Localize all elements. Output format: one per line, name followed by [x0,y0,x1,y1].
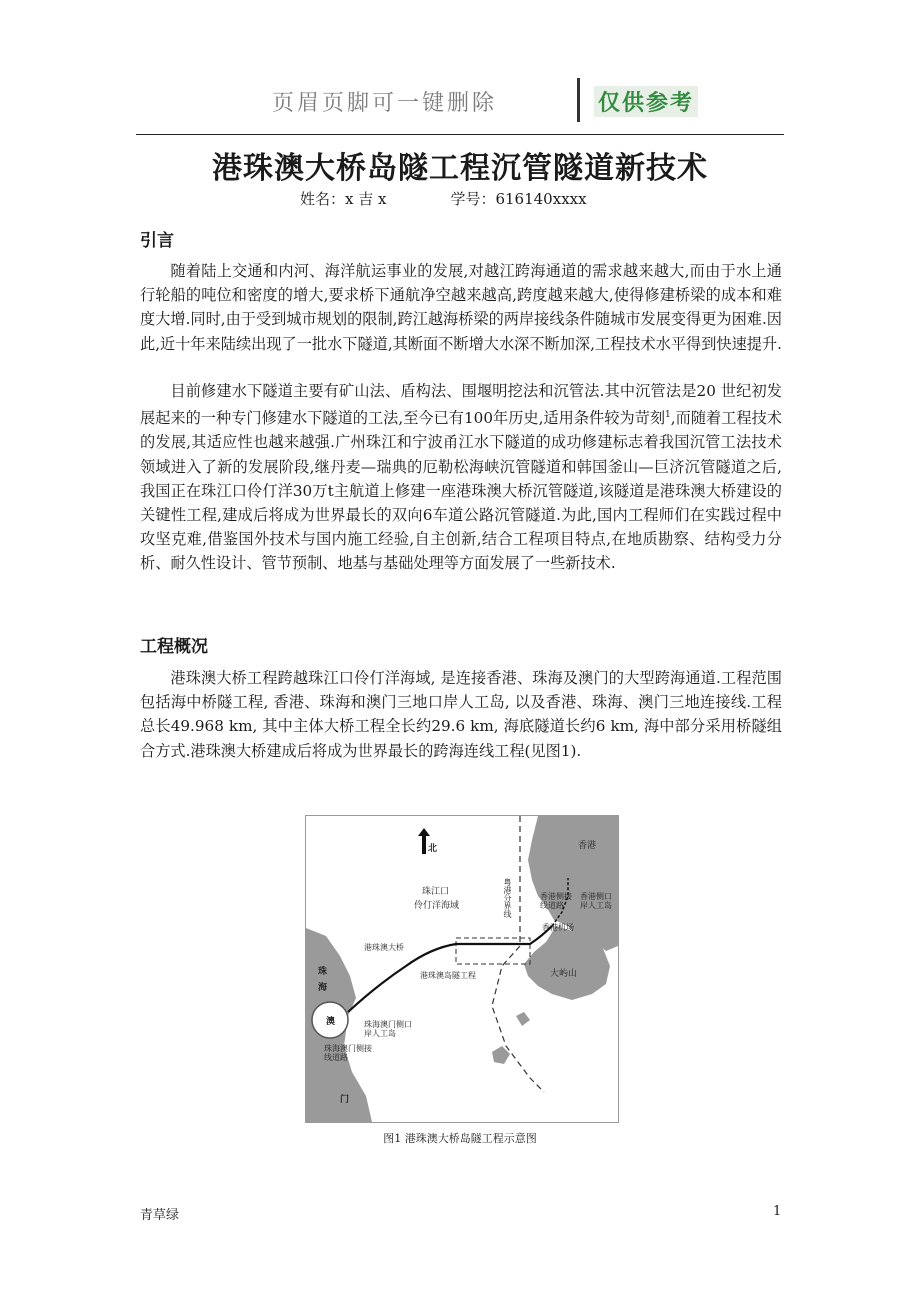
label-hongkong: 香港 [578,841,597,851]
header-divider [577,78,580,122]
header-right-text: 仅供参考 [594,86,698,117]
bridge-alignment [348,926,552,1012]
label-zm-link: 珠海澳门侧接线道路 [324,1044,372,1062]
student-id: 学号：616140xxxx [450,190,587,208]
label-bridge: 港珠澳大桥 [364,943,404,952]
overview-heading: 工程概况 [140,637,208,657]
header-banner [272,78,720,124]
overview-paragraph: 港珠澳大桥工程跨越珠江口伶仃洋海域, 是连接香港、珠海及澳门的大型跨海通道.工程范围包括海中桥隧工程, 香港、珠海和澳门三地口岸人工岛, 以及香港、珠海、澳门三地连接线.工程总长49.968 km, 其中主体大桥工程全长约29.6 km, 海底隧道长约6 km, 海中部分采用桥隧组合方式.港珠澳大桥建成后将成为世界最长的跨海连线工程(见图1). [140,669,782,760]
label-macao-1: 澳 [326,1017,336,1027]
intro-paragraph-1: 随着陆上交通和内河、海洋航运事业的发展,对越江跨海通道的需求越来越大,而由于水上通行轮船的吨位和密度的增大,要求桥下通航净空越来越高,跨度越来越大,使得修建桥梁的成本和难度大增.同时,由于受到城市规划的限制,跨江越海桥梁的两岸接线条件随城市发展变得更为困难.因此,近十年来陆续出现了一批水下隧道,其断面不断增大水深不断加深,工程技术水平得到快速提升. [140,262,782,353]
label-north: 北 [428,844,438,854]
label-macao-2: 门 [340,1095,350,1105]
label-tunnel: 港珠澳岛隧工程 [420,971,476,980]
footnote-ref: 1 [665,410,671,421]
label-hk-port: 香港侧口岸人工岛 [580,892,612,910]
header-rule [136,134,784,135]
label-estuary: 珠江口 [422,887,450,897]
tunnel-box [456,938,530,964]
project-map-figure [305,815,619,1123]
label-zm-port: 珠海澳门侧口岸人工岛 [364,1020,412,1038]
header-left-text: 页眉页脚可一键删除 [272,91,498,116]
page-title: 港珠澳大桥岛隧工程沉管隧道新技术 [212,151,708,186]
author-name: 姓名：x 吉 x [300,190,387,208]
page-number: 1 [773,1204,782,1219]
intro-paragraph-2 [140,379,782,576]
intro-paragraph-2-part-a: 目前修建水下隧道主要有矿山法、盾构法、围堰明挖法和沉管法.其中沉管法是20 世纪初发展起来的一种专门修建水下隧道的工法,至今已有100年历史,适用条件较为苛刻 [140,382,782,428]
label-hk-link: 香港侧接线道路 [540,892,572,910]
label-zhuhai-1: 珠 [318,967,328,977]
label-boundary: 粤港分界线 [503,878,512,918]
footer-left-text: 青草绿 [140,1208,180,1223]
intro-paragraph-2-part-b: ,而随着工程技术的发展,其适应性也越来越强.广州珠江和宁波甬江水下隧道的成功修建标志着我国沉管工法技术领域进入了新的发展阶段,继丹麦—瑞典的厄勒松海峡沉管隧道和韩国釜山—巨济沉管隧道之后,我国正在珠江口伶仃洋30万t主航道上修建一座港珠澳大桥沉管隧道,该隧道是港珠澳大桥建设的关键性工程,建成后将成为世界最长的双向6车道公路沉管隧道.为此,国内工程师们在实践过程中攻坚克难,借鉴国外技术与国内施工经验,自主创新,结合工程项目特点,在地质勘察、结构受力分析、耐久性设计、管节预制、地基与基础处理等方面发展了一些新技术. [140,409,782,573]
label-lingdingyang: 伶仃洋海域 [414,901,460,911]
small-island [516,1012,530,1026]
label-zhuhai-2: 海 [318,983,328,993]
label-hk-airport: 香港机场 [542,923,574,932]
author-line [300,188,587,209]
figure-caption: 图1 港珠澳大桥岛隧工程示意图 [383,1132,537,1145]
intro-heading: 引言 [140,231,174,251]
label-lantau: 大屿山 [550,969,578,979]
